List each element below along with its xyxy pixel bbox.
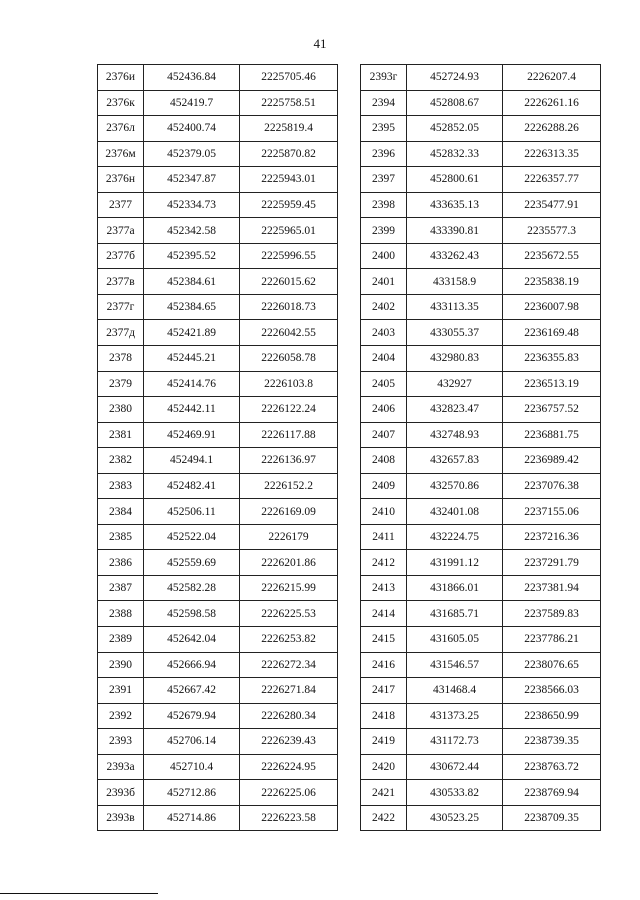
y-coordinate-cell: 2226042.55 <box>240 320 338 346</box>
x-coordinate-cell: 452559.69 <box>144 550 240 576</box>
table-row <box>98 65 338 91</box>
table-row <box>98 320 338 346</box>
table-row <box>361 729 601 755</box>
x-coordinate-cell: 431866.01 <box>407 575 503 601</box>
coordinates-table-left <box>97 64 338 831</box>
point-number-cell: 2420 <box>361 754 407 780</box>
table-row <box>361 167 601 193</box>
table-row <box>361 320 601 346</box>
table-row <box>98 703 338 729</box>
x-coordinate-cell: 430672.44 <box>407 754 503 780</box>
table-row <box>98 422 338 448</box>
table-row <box>98 294 338 320</box>
point-number-cell: 2377б <box>98 243 144 269</box>
x-coordinate-cell: 452436.84 <box>144 65 240 91</box>
y-coordinate-cell: 2238076.65 <box>503 652 601 678</box>
y-coordinate-cell: 2237155.06 <box>503 499 601 525</box>
point-number-cell: 2386 <box>98 550 144 576</box>
point-number-cell: 2383 <box>98 473 144 499</box>
y-coordinate-cell: 2226015.62 <box>240 269 338 295</box>
y-coordinate-cell: 2235477.91 <box>503 192 601 218</box>
table-row <box>98 192 338 218</box>
table-row <box>98 601 338 627</box>
y-coordinate-cell: 2225959.45 <box>240 192 338 218</box>
point-number-cell: 2377в <box>98 269 144 295</box>
y-coordinate-cell: 2226261.16 <box>503 90 601 116</box>
x-coordinate-cell: 452832.33 <box>407 141 503 167</box>
x-coordinate-cell: 433055.37 <box>407 320 503 346</box>
point-number-cell: 2409 <box>361 473 407 499</box>
point-number-cell: 2388 <box>98 601 144 627</box>
x-coordinate-cell: 452494.1 <box>144 448 240 474</box>
table-row <box>361 627 601 653</box>
table-row <box>361 448 601 474</box>
y-coordinate-cell: 2237381.94 <box>503 575 601 601</box>
point-number-cell: 2376н <box>98 167 144 193</box>
y-coordinate-cell: 2226117.88 <box>240 422 338 448</box>
point-number-cell: 2389 <box>98 627 144 653</box>
y-coordinate-cell: 2226169.09 <box>240 499 338 525</box>
y-coordinate-cell: 2226136.97 <box>240 448 338 474</box>
x-coordinate-cell: 452347.87 <box>144 167 240 193</box>
y-coordinate-cell: 2226313.35 <box>503 141 601 167</box>
point-number-cell: 2377г <box>98 294 144 320</box>
x-coordinate-cell: 432657.83 <box>407 448 503 474</box>
x-coordinate-cell: 452598.58 <box>144 601 240 627</box>
table-row <box>361 397 601 423</box>
table-row <box>98 575 338 601</box>
y-coordinate-cell: 2225819.4 <box>240 116 338 142</box>
y-coordinate-cell: 2235672.55 <box>503 243 601 269</box>
table-row <box>361 575 601 601</box>
table-row <box>361 601 601 627</box>
x-coordinate-cell: 452419.7 <box>144 90 240 116</box>
table-row <box>361 524 601 550</box>
x-coordinate-cell: 452808.67 <box>407 90 503 116</box>
table-row <box>361 90 601 116</box>
point-number-cell: 2415 <box>361 627 407 653</box>
point-number-cell: 2411 <box>361 524 407 550</box>
point-number-cell: 2378 <box>98 346 144 372</box>
point-number-cell: 2413 <box>361 575 407 601</box>
table-row <box>361 473 601 499</box>
point-number-cell: 2397 <box>361 167 407 193</box>
point-number-cell: 2384 <box>98 499 144 525</box>
point-number-cell: 2412 <box>361 550 407 576</box>
y-coordinate-cell: 2226207.4 <box>503 65 601 91</box>
table-row <box>98 754 338 780</box>
y-coordinate-cell: 2226179 <box>240 524 338 550</box>
point-number-cell: 2393 <box>98 729 144 755</box>
table-row <box>98 116 338 142</box>
y-coordinate-cell: 2238769.94 <box>503 780 601 806</box>
y-coordinate-cell: 2238566.03 <box>503 678 601 704</box>
y-coordinate-cell: 2226225.53 <box>240 601 338 627</box>
point-number-cell: 2407 <box>361 422 407 448</box>
y-coordinate-cell: 2237076.38 <box>503 473 601 499</box>
y-coordinate-cell: 2226288.26 <box>503 116 601 142</box>
x-coordinate-cell: 431172.73 <box>407 729 503 755</box>
point-number-cell: 2385 <box>98 524 144 550</box>
table-row <box>98 167 338 193</box>
point-number-cell: 2404 <box>361 346 407 372</box>
x-coordinate-cell: 452379.05 <box>144 141 240 167</box>
y-coordinate-cell: 2226271.84 <box>240 678 338 704</box>
point-number-cell: 2398 <box>361 192 407 218</box>
table-row <box>98 473 338 499</box>
point-number-cell: 2416 <box>361 652 407 678</box>
x-coordinate-cell: 452414.76 <box>144 371 240 397</box>
x-coordinate-cell: 452710.4 <box>144 754 240 780</box>
point-number-cell: 2377 <box>98 192 144 218</box>
table-row <box>361 243 601 269</box>
table-row <box>98 243 338 269</box>
y-coordinate-cell: 2236007.98 <box>503 294 601 320</box>
table-row <box>361 652 601 678</box>
y-coordinate-cell: 2226272.34 <box>240 652 338 678</box>
table-row <box>361 422 601 448</box>
x-coordinate-cell: 432570.86 <box>407 473 503 499</box>
x-coordinate-cell: 433262.43 <box>407 243 503 269</box>
y-coordinate-cell: 2226357.77 <box>503 167 601 193</box>
y-coordinate-cell: 2236169.48 <box>503 320 601 346</box>
table-row <box>98 371 338 397</box>
table-row <box>361 294 601 320</box>
point-number-cell: 2376к <box>98 90 144 116</box>
point-number-cell: 2402 <box>361 294 407 320</box>
point-number-cell: 2379 <box>98 371 144 397</box>
point-number-cell: 2381 <box>98 422 144 448</box>
y-coordinate-cell: 2226280.34 <box>240 703 338 729</box>
x-coordinate-cell: 452482.41 <box>144 473 240 499</box>
table-row <box>98 652 338 678</box>
point-number-cell: 2422 <box>361 805 407 831</box>
point-number-cell: 2399 <box>361 218 407 244</box>
x-coordinate-cell: 452667.42 <box>144 678 240 704</box>
table-row <box>361 780 601 806</box>
point-number-cell: 2417 <box>361 678 407 704</box>
x-coordinate-cell: 452724.93 <box>407 65 503 91</box>
y-coordinate-cell: 2238650.99 <box>503 703 601 729</box>
x-coordinate-cell: 452679.94 <box>144 703 240 729</box>
y-coordinate-cell: 2235577.3 <box>503 218 601 244</box>
y-coordinate-cell: 2225758.51 <box>240 90 338 116</box>
y-coordinate-cell: 2226215.99 <box>240 575 338 601</box>
x-coordinate-cell: 430523.25 <box>407 805 503 831</box>
point-number-cell: 2401 <box>361 269 407 295</box>
table-row <box>98 397 338 423</box>
y-coordinate-cell: 2225870.82 <box>240 141 338 167</box>
point-number-cell: 2393а <box>98 754 144 780</box>
x-coordinate-cell: 430533.82 <box>407 780 503 806</box>
y-coordinate-cell: 2237589.83 <box>503 601 601 627</box>
x-coordinate-cell: 452334.73 <box>144 192 240 218</box>
table-row <box>361 805 601 831</box>
point-number-cell: 2394 <box>361 90 407 116</box>
table-row <box>361 116 601 142</box>
table-row <box>361 269 601 295</box>
point-number-cell: 2395 <box>361 116 407 142</box>
table-row <box>98 448 338 474</box>
point-number-cell: 2377а <box>98 218 144 244</box>
y-coordinate-cell: 2226152.2 <box>240 473 338 499</box>
y-coordinate-cell: 2226122.24 <box>240 397 338 423</box>
table-row <box>98 218 338 244</box>
point-number-cell: 2410 <box>361 499 407 525</box>
table-row <box>361 192 601 218</box>
y-coordinate-cell: 2237216.36 <box>503 524 601 550</box>
x-coordinate-cell: 431605.05 <box>407 627 503 653</box>
point-number-cell: 2390 <box>98 652 144 678</box>
table-row <box>361 754 601 780</box>
x-coordinate-cell: 452506.11 <box>144 499 240 525</box>
y-coordinate-cell: 2226223.58 <box>240 805 338 831</box>
table-row <box>98 805 338 831</box>
y-coordinate-cell: 2238739.35 <box>503 729 601 755</box>
table-row <box>98 346 338 372</box>
point-number-cell: 2406 <box>361 397 407 423</box>
x-coordinate-cell: 433113.35 <box>407 294 503 320</box>
table-row <box>98 780 338 806</box>
table-row <box>98 90 338 116</box>
y-coordinate-cell: 2238709.35 <box>503 805 601 831</box>
point-number-cell: 2387 <box>98 575 144 601</box>
point-number-cell: 2391 <box>98 678 144 704</box>
point-number-cell: 2382 <box>98 448 144 474</box>
table-row <box>361 550 601 576</box>
x-coordinate-cell: 452384.61 <box>144 269 240 295</box>
table-row <box>361 678 601 704</box>
y-coordinate-cell: 2225705.46 <box>240 65 338 91</box>
table-row <box>361 141 601 167</box>
table-row <box>361 371 601 397</box>
x-coordinate-cell: 452714.86 <box>144 805 240 831</box>
x-coordinate-cell: 452582.28 <box>144 575 240 601</box>
x-coordinate-cell: 452395.52 <box>144 243 240 269</box>
point-number-cell: 2421 <box>361 780 407 806</box>
x-coordinate-cell: 433390.81 <box>407 218 503 244</box>
table-row <box>361 499 601 525</box>
point-number-cell: 2418 <box>361 703 407 729</box>
x-coordinate-cell: 431991.12 <box>407 550 503 576</box>
y-coordinate-cell: 2226239.43 <box>240 729 338 755</box>
y-coordinate-cell: 2237786.21 <box>503 627 601 653</box>
y-coordinate-cell: 2238763.72 <box>503 754 601 780</box>
x-coordinate-cell: 452706.14 <box>144 729 240 755</box>
x-coordinate-cell: 452800.61 <box>407 167 503 193</box>
x-coordinate-cell: 452522.04 <box>144 524 240 550</box>
footnote-separator-line <box>0 893 158 894</box>
table-row <box>98 269 338 295</box>
x-coordinate-cell: 452666.94 <box>144 652 240 678</box>
point-number-cell: 2403 <box>361 320 407 346</box>
point-number-cell: 2405 <box>361 371 407 397</box>
point-number-cell: 2376м <box>98 141 144 167</box>
y-coordinate-cell: 2226103.8 <box>240 371 338 397</box>
point-number-cell: 2414 <box>361 601 407 627</box>
y-coordinate-cell: 2226224.95 <box>240 754 338 780</box>
x-coordinate-cell: 452342.58 <box>144 218 240 244</box>
page-number: 41 <box>313 36 327 51</box>
point-number-cell: 2376и <box>98 65 144 91</box>
x-coordinate-cell: 431546.57 <box>407 652 503 678</box>
x-coordinate-cell: 452852.05 <box>407 116 503 142</box>
x-coordinate-cell: 433158.9 <box>407 269 503 295</box>
table-row <box>361 218 601 244</box>
table-row <box>98 524 338 550</box>
y-coordinate-cell: 2226201.86 <box>240 550 338 576</box>
x-coordinate-cell: 452445.21 <box>144 346 240 372</box>
y-coordinate-cell: 2236881.75 <box>503 422 601 448</box>
x-coordinate-cell: 432823.47 <box>407 397 503 423</box>
y-coordinate-cell: 2225943.01 <box>240 167 338 193</box>
table-row <box>98 627 338 653</box>
x-coordinate-cell: 452384.65 <box>144 294 240 320</box>
point-number-cell: 2392 <box>98 703 144 729</box>
point-number-cell: 2393в <box>98 805 144 831</box>
y-coordinate-cell: 2226253.82 <box>240 627 338 653</box>
x-coordinate-cell: 433635.13 <box>407 192 503 218</box>
x-coordinate-cell: 432401.08 <box>407 499 503 525</box>
table-row <box>361 346 601 372</box>
y-coordinate-cell: 2237291.79 <box>503 550 601 576</box>
point-number-cell: 2380 <box>98 397 144 423</box>
y-coordinate-cell: 2236513.19 <box>503 371 601 397</box>
point-number-cell: 2376л <box>98 116 144 142</box>
y-coordinate-cell: 2226058.78 <box>240 346 338 372</box>
x-coordinate-cell: 452421.89 <box>144 320 240 346</box>
y-coordinate-cell: 2236989.42 <box>503 448 601 474</box>
x-coordinate-cell: 431373.25 <box>407 703 503 729</box>
x-coordinate-cell: 432927 <box>407 371 503 397</box>
x-coordinate-cell: 452642.04 <box>144 627 240 653</box>
point-number-cell: 2393г <box>361 65 407 91</box>
x-coordinate-cell: 452469.91 <box>144 422 240 448</box>
point-number-cell: 2400 <box>361 243 407 269</box>
y-coordinate-cell: 2226018.73 <box>240 294 338 320</box>
table-row <box>98 550 338 576</box>
x-coordinate-cell: 452442.11 <box>144 397 240 423</box>
x-coordinate-cell: 452712.86 <box>144 780 240 806</box>
y-coordinate-cell: 2225996.55 <box>240 243 338 269</box>
point-number-cell: 2419 <box>361 729 407 755</box>
y-coordinate-cell: 2225965.01 <box>240 218 338 244</box>
point-number-cell: 2408 <box>361 448 407 474</box>
table-row <box>98 729 338 755</box>
x-coordinate-cell: 431685.71 <box>407 601 503 627</box>
coordinates-table-right <box>360 64 601 831</box>
table-row <box>98 678 338 704</box>
table-row <box>98 141 338 167</box>
x-coordinate-cell: 452400.74 <box>144 116 240 142</box>
x-coordinate-cell: 432748.93 <box>407 422 503 448</box>
table-row <box>361 703 601 729</box>
x-coordinate-cell: 431468.4 <box>407 678 503 704</box>
table-row <box>98 499 338 525</box>
point-number-cell: 2393б <box>98 780 144 806</box>
y-coordinate-cell: 2235838.19 <box>503 269 601 295</box>
x-coordinate-cell: 432224.75 <box>407 524 503 550</box>
point-number-cell: 2396 <box>361 141 407 167</box>
y-coordinate-cell: 2236355.83 <box>503 346 601 372</box>
y-coordinate-cell: 2236757.52 <box>503 397 601 423</box>
x-coordinate-cell: 432980.83 <box>407 346 503 372</box>
y-coordinate-cell: 2226225.06 <box>240 780 338 806</box>
table-row <box>361 65 601 91</box>
point-number-cell: 2377д <box>98 320 144 346</box>
